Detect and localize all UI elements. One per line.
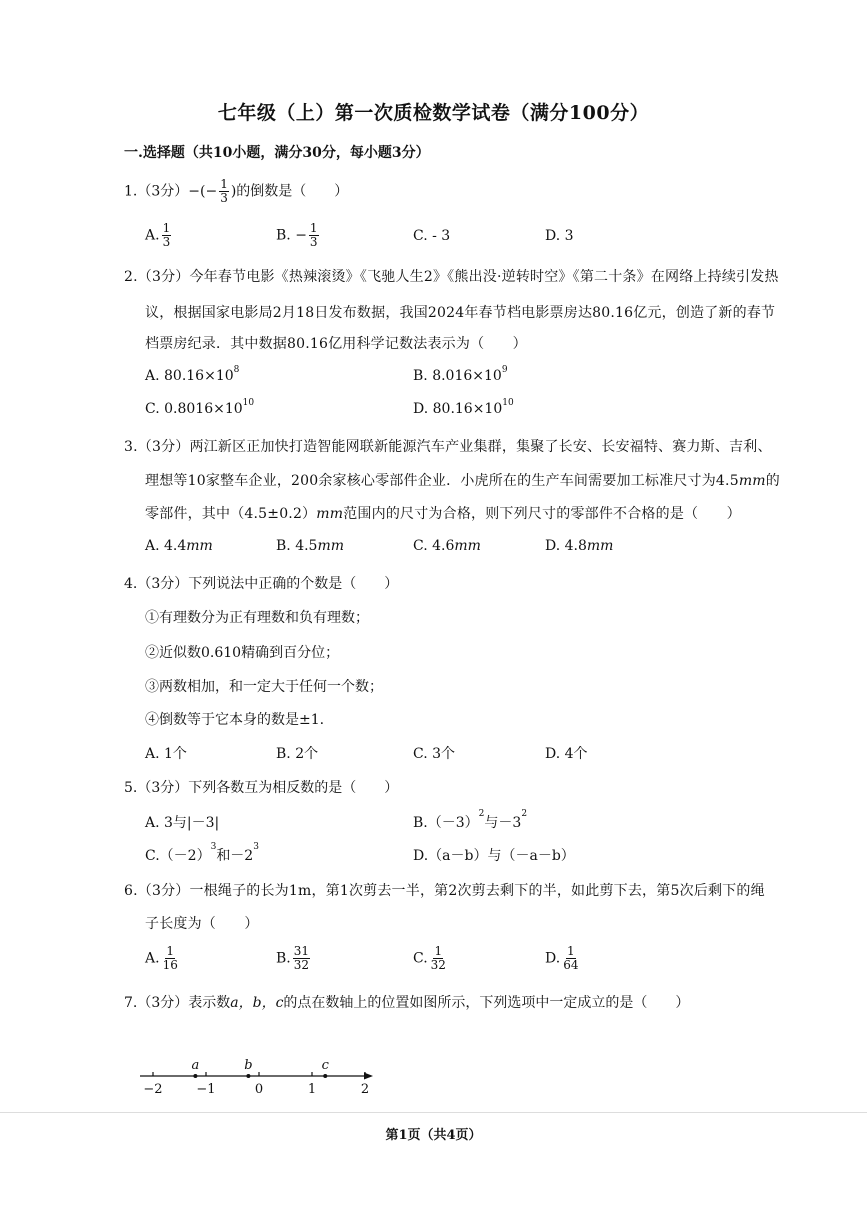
q4-option-a[interactable]: A. 1个 — [145, 746, 187, 762]
question-2-line-3: 档票房纪录．其中数据80.16亿用科学记数法表示为（ ） — [145, 336, 527, 352]
q4-option-d[interactable]: D. 4个 — [545, 746, 588, 762]
q1-option-a[interactable] — [145, 222, 173, 249]
number-line-tick-label: 1 — [307, 1082, 317, 1097]
q1-option-c[interactable]: C. - 3 — [413, 228, 451, 244]
q3-option-c[interactable] — [413, 538, 481, 554]
q2-option-a-base: A. 80.16×10 — [145, 368, 234, 384]
q6-option-a-label: A. — [145, 950, 160, 967]
q3-line-3-text: 零部件，其中（4.5±0.2） — [145, 506, 317, 522]
q6-option-b-frac — [293, 945, 310, 972]
q3-option-c-unit: mm — [454, 538, 481, 554]
number-line-figure — [135, 1052, 385, 1102]
q1-fraction — [219, 178, 229, 205]
q1-frac-num: 1 — [220, 177, 228, 191]
q1-suffix: )的倒数是（ ） — [230, 183, 349, 200]
number-line-tick-label: 2 — [360, 1082, 370, 1097]
number-line-point — [193, 1074, 197, 1078]
q2-option-d-exp: 10 — [502, 398, 514, 408]
number-line-tick-label: 0 — [254, 1082, 264, 1097]
q5-option-b-exp-1: 2 — [478, 809, 485, 819]
q4-statement-2: ②近似数0.610精确到百分位； — [145, 645, 340, 661]
q7-variables: a，b，c — [230, 995, 284, 1011]
q1-option-b-den: 3 — [309, 235, 318, 249]
q2-option-d[interactable] — [413, 398, 514, 417]
q6-option-c-num: 1 — [434, 944, 443, 958]
q3-line-2-text: 理想等10家整车企业，200余家核心零部件企业．小虎所在的生产车间需要加工标准尺寸为4.5 — [145, 473, 739, 489]
q6-option-d[interactable] — [545, 945, 581, 972]
question-5-stem: 5.（3分）下列各数互为相反数的是（ ） — [124, 780, 399, 796]
q3-option-a-unit: mm — [186, 538, 213, 554]
number-line-point-label: c — [321, 1058, 329, 1073]
question-7-stem — [124, 992, 689, 1012]
q3-line-2-unit: mm — [738, 473, 766, 489]
question-2-line-2: 议，根据国家电影局2月18日发布数据，我国2024年春节档电影票房达80.16亿元，创造了新的春节 — [145, 305, 776, 321]
q1-option-a-den: 3 — [162, 235, 171, 249]
footer-divider — [0, 1112, 867, 1113]
q3-line-3-end: 范围内的尺寸为合格，则下列尺寸的零部件不合格的是（ ） — [343, 506, 741, 522]
q3-line-3-unit: mm — [316, 506, 344, 522]
q3-option-b[interactable] — [276, 538, 344, 554]
q3-option-d-unit: mm — [586, 538, 614, 554]
question-4-stem: 4.（3分）下列说法中正确的个数是（ ） — [124, 576, 399, 592]
q1-option-b-num: 1 — [309, 221, 318, 235]
q6-option-b-num: 31 — [293, 944, 310, 958]
q5-option-c-exp-2: 3 — [253, 842, 259, 852]
q4-statement-3: ③两数相加，和一定大于任何一个数； — [145, 679, 383, 695]
q6-option-d-den: 64 — [563, 958, 579, 972]
q6-option-a-num: 1 — [166, 944, 175, 958]
q5-option-b[interactable] — [413, 809, 528, 832]
q6-option-a[interactable] — [145, 945, 181, 972]
q1-option-b[interactable] — [276, 222, 321, 249]
q3-option-c-value: C. 4.6 — [413, 538, 455, 554]
question-6-line-1: 6.（3分）一根绳子的长为1m，第1次剪去一半，第2次剪去剩下的半，如此剪下去，第5次后剩下的绳 — [124, 883, 765, 899]
q1-option-b-label: B. − — [276, 227, 307, 244]
question-3-line-1: 3.（3分）两江新区正加快打造智能网联新能源汽车产业集群，集聚了长安、长安福特、赛力斯、吉利、 — [124, 439, 772, 455]
q1-option-a-label: A. — [145, 227, 160, 244]
q7-stem-start: 7.（3分）表示数 — [124, 995, 231, 1011]
question-3-line-2 — [145, 470, 780, 490]
q3-option-d[interactable] — [545, 538, 613, 554]
q3-option-a-value: A. 4.4 — [145, 538, 187, 554]
q5-option-a[interactable]: A. 3与|－3| — [145, 815, 220, 831]
section-heading: 一.选择题（共10小题，满分30分，每小题3分） — [124, 145, 430, 161]
q6-option-a-frac — [162, 945, 179, 972]
q2-option-a[interactable] — [145, 365, 240, 384]
q1-prefix: 1.（3分）−(− — [124, 183, 218, 200]
q6-option-c-frac — [430, 945, 447, 972]
q2-option-d-base: D. 80.16×10 — [413, 401, 503, 417]
q6-option-d-num: 1 — [567, 944, 575, 958]
q1-option-a-frac — [162, 222, 172, 249]
q5-option-b-base: B.（－3） — [413, 815, 479, 831]
number-line-tick-label: −1 — [196, 1082, 216, 1097]
q2-option-b[interactable] — [413, 365, 508, 384]
q6-option-a-den: 16 — [162, 958, 178, 972]
q2-option-a-exp: 8 — [233, 365, 240, 375]
q5-option-c-rest: 和－2 — [216, 848, 254, 864]
q5-option-c-exp-1: 3 — [210, 842, 217, 852]
q4-option-b[interactable]: B. 2个 — [276, 746, 319, 762]
q3-line-2-end: 的 — [765, 473, 780, 489]
q2-option-c-base: C. 0.8016×10 — [145, 401, 243, 417]
q5-option-d[interactable]: D.（a－b）与（－a－b） — [413, 848, 575, 864]
q2-option-c[interactable] — [145, 398, 255, 417]
q1-option-a-num: 1 — [162, 221, 171, 235]
number-line-point-label: b — [244, 1058, 253, 1073]
q2-option-b-base: B. 8.016×10 — [413, 368, 502, 384]
q7-stem-end: 的点在数轴上的位置如图所示，下列选项中一定成立的是（ ） — [283, 995, 690, 1011]
q6-option-b[interactable] — [276, 945, 312, 972]
number-line-tick-label: −2 — [143, 1082, 163, 1097]
question-6-line-2: 子长度为（ ） — [145, 916, 259, 932]
q6-option-d-frac — [562, 945, 579, 972]
q3-option-b-unit: mm — [317, 538, 345, 554]
q1-option-b-frac — [309, 222, 319, 249]
q3-option-d-value: D. 4.8 — [545, 538, 587, 554]
q2-option-b-exp: 9 — [501, 365, 508, 375]
q3-option-b-value: B. 4.5 — [276, 538, 318, 554]
number-line-point — [323, 1074, 327, 1078]
q6-option-c-label: C. — [413, 950, 428, 967]
page-footer: 第1页（共4页） — [385, 1128, 482, 1143]
q1-frac-den: 3 — [220, 191, 228, 205]
question-2-line-1: 2.（3分）今年春节电影《热辣滚烫》《飞驰人生2》《熊出没·逆转时空》《第二十条》在网络上持续引发热 — [124, 269, 779, 285]
question-1-stem — [124, 178, 348, 205]
q6-option-d-label: D. — [545, 950, 561, 967]
q6-option-c-den: 32 — [430, 958, 446, 972]
q5-option-b-exp-2: 2 — [521, 809, 528, 819]
q4-statement-1: ①有理数分为正有理数和负有理数； — [145, 610, 369, 626]
number-line-point-label: a — [191, 1058, 200, 1073]
q6-option-c[interactable] — [413, 945, 449, 972]
q2-option-c-exp: 10 — [242, 398, 255, 408]
q5-option-c[interactable] — [145, 842, 259, 865]
question-3-line-3 — [145, 503, 741, 523]
q4-statement-4: ④倒数等于它本身的数是±1. — [145, 712, 325, 728]
q3-option-a[interactable] — [145, 538, 213, 554]
page-title: 七年级（上）第一次质检数学试卷（满分100分） — [217, 102, 650, 124]
number-line-point — [246, 1074, 250, 1078]
q5-option-b-rest: 与－3 — [484, 815, 522, 831]
q6-option-b-den: 32 — [293, 958, 310, 972]
q1-option-d[interactable]: D. 3 — [545, 228, 574, 244]
q6-option-b-label: B. — [276, 950, 291, 967]
q4-option-c[interactable]: C. 3个 — [413, 746, 456, 762]
q5-option-c-base: C.（－2） — [145, 848, 211, 864]
